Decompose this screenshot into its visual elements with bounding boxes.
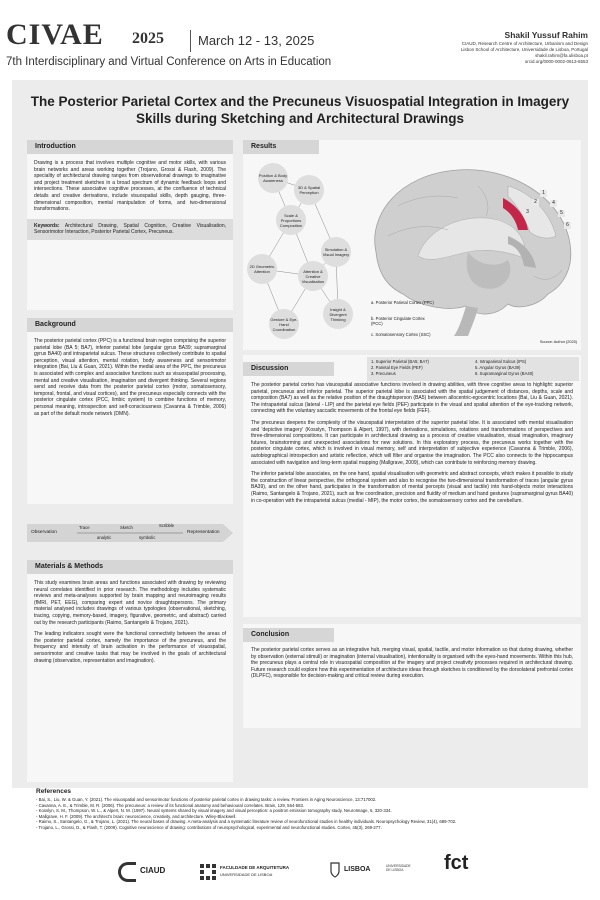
- ciaud-logo: [118, 858, 180, 886]
- brain-label-c: c. Somatosensory Cortex (SSC): [371, 332, 431, 337]
- network-node: Position & Body Awareness: [258, 163, 288, 193]
- discussion-paragraph-2: The precuneus deepens the complexity of the visuospatial interpretation of the superior parietal lobe. It is associated with mental visualisation and 'depictive imagery' (Kosslyn, Thompson & Alpert, 1997), with derivations, simulations, rotations and transformations of perspectives and three-dimensional compositions. It can participate in architectural drawing as a process of creative visualisation, visual imagination, imaginary futures, brainstorming and unexpected associations for new solutions. In this exploratory process, the precuneus works together with the posterior cingulate cortex, which is involved in visual memory, self and interpretation of subjective experience (Cavanna & Trimble, 2006), autobiographical introspection and artistic reflection, which will filter and organise the imagination. The PCC also connects to the hippocampus associated with navigation and long-term spatial mapping (Mallgrave, 2009), which can contribute to reinforcing memory drawing.: [251, 419, 573, 466]
- fa-logo-line-2: UNIVERSIDADE DE LISBOA: [220, 872, 273, 877]
- reference-item: - Trojano, L., Grossi, D., & Flash, T. (2009). Cognitive neuroscience of drawing: contributions of neuropsychological, experimental and neurofunctional studies. Cortex, 45(3), 269-277.: [36, 824, 382, 830]
- network-node: Scale & Proportions Composition: [276, 205, 306, 235]
- section-heading: Introduction: [27, 140, 233, 154]
- ciaud-mark-icon: [118, 862, 136, 882]
- drawing-spectrum-diagram: [27, 518, 233, 548]
- ciaud-logo-text: CIAUD: [140, 866, 166, 875]
- author-block: [398, 30, 588, 65]
- spectrum-scribble-label: Scribble: [159, 523, 175, 528]
- network-node: Insight & Divergent Thinking: [323, 299, 353, 329]
- section-heading: Results: [243, 140, 319, 154]
- spectrum-analytic-label: analytic: [97, 535, 112, 540]
- fa-logo: [200, 862, 298, 884]
- reference-item: - Mallgrave, H. F. (2009). The architect's brain: neuroscience, creativity, and architecture. Wiley-Blackwell.: [36, 813, 237, 819]
- region-number-2: 2: [532, 199, 539, 206]
- region-number-5: 5: [558, 210, 565, 217]
- conference-logo: CIVAE: [6, 18, 104, 51]
- author-email: shakil.rahim@fa.ulisboa.pt: [535, 53, 588, 58]
- conference-year: 2025: [132, 30, 164, 47]
- discussion-paragraph-1: The posterior parietal cortex has visuospatial associative functions involved in drawing abilities, with three cognitive areas to highlight: superior parietal, precuneus and inferior parietal. The superior parietal lobe is associated with the spatial judgement of distances, depths, scale and composition (BA7) as well as the relative position of the draughtsperson (BA5) between allocentric-egocentric locations (Bai, Liu & Guan, 2021). The intraparietal sulcus (lateral - LIP) and the parietal eye fields (PEF) participate in the visual and spatial attention of the eye-tracking network, connecting with the voluntary saccadic movements of the frontal eye fields (FEF).: [251, 382, 573, 415]
- spectrum-symbolic-label: symbolic: [139, 535, 156, 540]
- references-heading: References: [36, 788, 72, 795]
- network-node: Attention & Creative Visualisation: [298, 261, 328, 291]
- legend-item: 4. Intraparietal Sulcus (IPS): [475, 359, 527, 364]
- network-node: Simulation & Visual Imagery: [321, 237, 351, 267]
- section-heading: Discussion: [243, 362, 334, 376]
- methods-section: [27, 560, 233, 782]
- legend-item: 6. Supramarginal Gyrus (BA40): [475, 371, 534, 376]
- conference-dates: March 12 - 13, 2025: [198, 33, 315, 48]
- region-legend: [367, 357, 579, 381]
- lisboa-logo-text: LISBOA: [344, 866, 371, 873]
- reference-item: - Kosslyn, S. M., Thompson, W. L., & Alpert, N. M. (1997). Neural systems shared by visual imagery and visual perception: a positron emission tomography study. NeuroImage, 6, 320-334.: [36, 808, 392, 814]
- lisboa-university-text: UNIVERSIDADE DE LISBOA: [386, 864, 411, 872]
- header-divider: [190, 30, 191, 52]
- fa-grid-icon: [200, 864, 216, 880]
- conference-name: 7th Interdisciplinary and Virtual Conference on Arts in Education: [6, 56, 332, 68]
- poster-title: The Posterior Parietal Cortex and the Precuneus Visuospatial Integration in Imagery Skills during Sketching and Architectural Drawings: [30, 94, 570, 126]
- brain-label-b: b. Posterior Cingulate Cortex (PCC): [371, 316, 425, 326]
- legend-item: 1. Superior Parietal (BA5; BA7): [371, 359, 429, 364]
- references-section: [36, 788, 586, 831]
- section-heading: Conclusion: [243, 628, 334, 642]
- spectrum-start-label: Observation: [31, 530, 57, 535]
- reference-item: - Cavanna, A. E., & Trimble, M. R. (2006). The precuneus: a review of its functional anatomy and behavioural correlates. Brain, 129, 564-583.: [36, 802, 305, 808]
- author-affiliation-1: CIAUD, Research Centre of Architecture, Urbanism and Design: [461, 41, 588, 46]
- lisboa-emblem-icon: [330, 862, 340, 878]
- region-number-4: 4: [550, 200, 557, 207]
- network-node: 3D & Spatial Perception: [294, 175, 324, 205]
- introduction-text: Drawing is a process that involves multiple cognitive and motor skills, with various brain networks and areas working together (Trojano, Grossi & Flash, 2009). The speciality of architectural drawing ranges from observational drawings to imaginative and project treatment sketches in a broad spectrum of dynamic feedback loops and intersections. These associative cognitive processes, at the confluence of technical details and creative derivations, include visuospatial skills, depth gauging, three-dimensional composition, mental manipulation of forms, and two-dimensional transformations.: [34, 160, 226, 213]
- region-number-3: 3: [524, 209, 531, 216]
- discussion-paragraph-3: The inferior parietal lobe associates, on the one hand, spatial visualisation with geometric and abstract concepts, which makes it possible to study the construction of linear perspective, the orthogonal system and also to recognise the two-dimensional transformation of traces (angular gyrus BA39), and on the other hand, participates in the transformation of mental percepts (visual and tactile) into hand-objects motor interactions (Raimo, Santangelo & Trojano, 2021), such as fine coordination, precision and fluidity of medium and hand gestures (supramarginal gyrus BA40) in co-operation with the intraparietal sulcus (medial - MIP), the motor cortex, the somatosensory cortex and the cerebellum.: [251, 471, 573, 504]
- methods-paragraph-2: The leading indicators sought were the functional connectivity between the areas of the posterior parietal cortex, namely the importance of the precuneus, and the frequency and intensity of brain activation in the performance of visuospatial, sensorimotor and creative tasks that may be involved in the goals of architectural drawing (observation, representation and imagination).: [34, 631, 226, 664]
- region-number-6: 6: [564, 222, 571, 229]
- discussion-section: [243, 355, 581, 617]
- keywords-label: Keywords:: [34, 222, 60, 229]
- legend-item: 2. Parietal Eye Fields (PEF): [371, 365, 423, 370]
- brain-sagittal-illustration: [358, 156, 578, 336]
- keywords-text: Architectural Drawing, Spatial Cognition, Creative Visualisation, Sensorimotor Interaction, Posterior Parietal Cortex, Precuneus.: [34, 222, 226, 236]
- network-node: 2D Geometric Attention: [247, 254, 277, 284]
- reference-item: - Raimo, S., Santangelo, G., & Trojano, L. (2021). The neural bases of drawing. A meta-analysis and a systematic literature review of neurofunctional studies in healthy individuals. Neuropsychology Review, 31(4), 689-702.: [36, 819, 457, 825]
- lisboa-logo: [330, 860, 376, 884]
- author-name: Shakil Yussuf Rahim: [504, 30, 588, 40]
- conclusion-section: [243, 624, 581, 728]
- section-heading: Materials & Methods: [27, 560, 233, 574]
- reference-item: - Bai, S., Liu, W. & Guan, Y. (2021). The visuospatial and sensorimotor functions of posterior parietal cortex in drawing tasks: a review. Frontiers in Aging Neuroscience, 13:717002.: [36, 797, 377, 802]
- legend-item: 5. Angular Gyrus (BA39): [475, 365, 521, 370]
- methods-paragraph-1: This study examines brain areas and functions associated with drawing by reviewing neural correlates identified in prior research. The methodology includes systematic reviews and meta-analyses supported by brain mapping and neuroimaging results (fMRI, PET, EEG), comparing expert and novice draughtspersons. The primary material analysed includes drawings of various typologies (observational, sketching, tracing, copying, memory-based, imagery, figurative, geometric, and abstract) carried out by the research participants (Raimo, Santangelo & Trojano, 2021).: [34, 580, 226, 626]
- brain-label-a: a. Posterior Parietal Cortex (PPC): [371, 300, 434, 305]
- background-text: The posterior parietal cortex (PPC) is a functional brain region comprising the superior parietal lobe (BA 5; BA7), inferior parietal lobe (angular gyrus BA39; supramarginal gyrus BA40) and intraparietal sulcus. These structures collectively contribute to spatial perception, visual attention, mental rotation, body awareness and sensorimotor integration (Bai, Liu & Guan, 2021). Within the medial area of the PPC, the precuneus is associated with complex and associative functions such as visuospatial processing, mental and creative visualisation, imagination and divergent thinking. Several regions send and receive data from the posterior parietal cortex (motor, somatosensory, temporal, frontal, and visual cortices), and the precuneus especially connects with the posterior cingulate cortex (PCC, limbic system) to combine functions of memory, personal meaning, introspection and self-consciousness (Cavanna & Trimble, 2006) as part of the default mode network (DMN).: [34, 338, 226, 417]
- introduction-section: [27, 140, 233, 310]
- region-number-1: 1: [540, 190, 547, 197]
- background-section: [27, 318, 233, 504]
- legend-item: 3. Precuneus: [371, 371, 396, 376]
- author-orcid: orcid.org/0000-0002-0613-6553: [524, 59, 588, 64]
- spectrum-sketch-label: Sketch: [120, 525, 133, 530]
- network-node: Gesture & Eye-Hand Coordination: [269, 309, 299, 339]
- spectrum-trace-label: Trace: [79, 525, 90, 530]
- fct-logo: fct: [444, 852, 469, 874]
- figure-source: Source: Author (2025): [539, 340, 577, 344]
- fa-logo-line-1: FACULDADE DE ARQUITETURA: [220, 865, 290, 870]
- conclusion-text: The posterior parietal cortex serves as an integrative hub, merging visual, spatial, tactile, and motor information so that during drawing, whether by observation (external stimuli) or imagination (internal visualisation), intentionality is organised with the eyes-hand movements. Within this hub, the precuneus plays a central role in visuospatial composition at the imagery and project creativity processes required in architectural drawing. Future research could explore how this experimentation of architecture ideas through sketches is conditioned by the dorsolateral prefrontal cortex (DLPFC), responsible for decision-making and critical review during execution.: [251, 647, 573, 680]
- results-section: [243, 140, 581, 350]
- spectrum-end-label: Representation: [187, 530, 220, 535]
- author-affiliation-2: Lisbon School of Architecture, Universidade de Lisboa, Portugal: [460, 47, 588, 52]
- section-heading: Background: [27, 318, 233, 332]
- keywords-box: [27, 219, 233, 240]
